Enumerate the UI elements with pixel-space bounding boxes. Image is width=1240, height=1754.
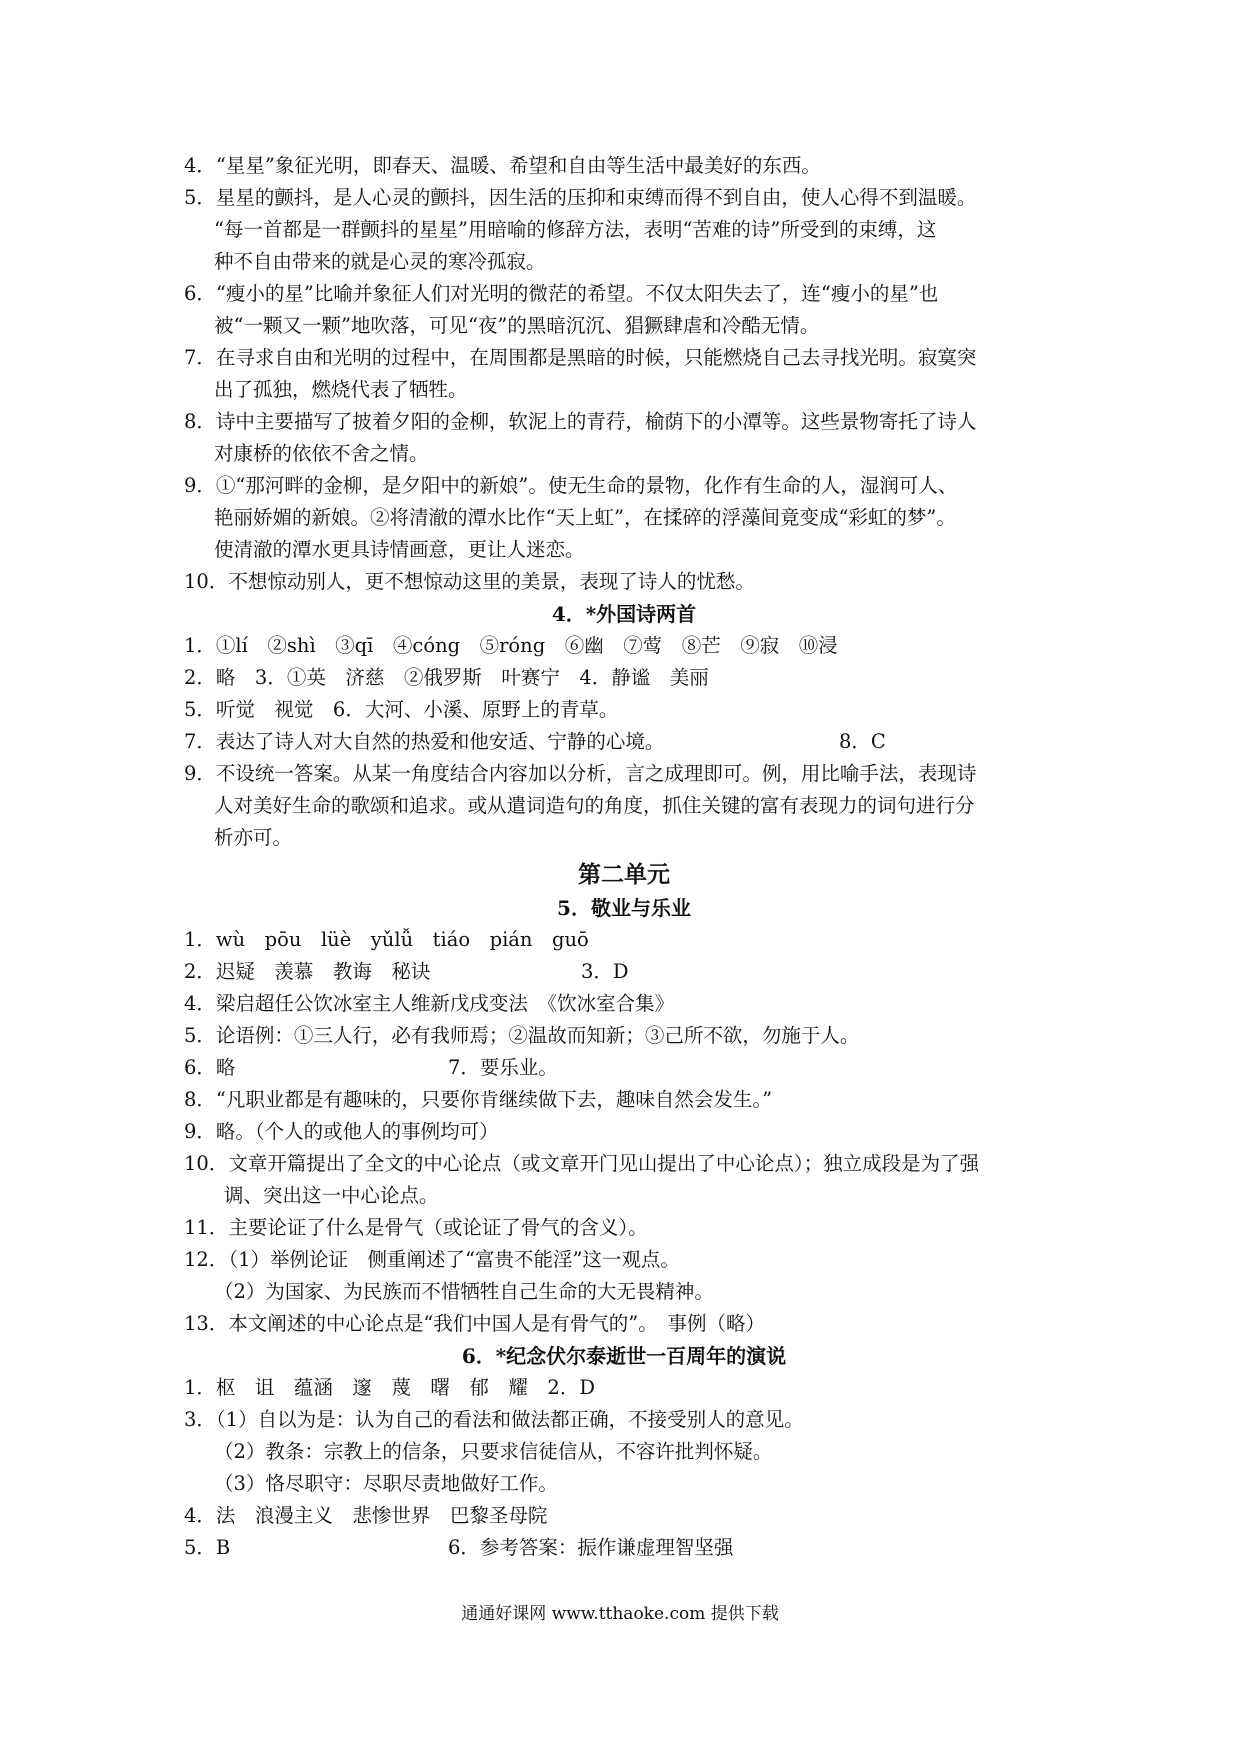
section-heading: 6．*纪念伏尔泰逝世一百周年的演说 [461,1344,787,1368]
answer-line: 12．（1）举例论证 侧重阐述了“富贵不能淫”这一观点。 [184,1248,680,1271]
answer-line: 2．略 3．①英 济慈 ②俄罗斯 叶赛宁 4．静谧 美丽 [184,666,709,689]
answer-line: 调、突出这一中心论点。 [224,1184,439,1207]
answer-line: 6．“瘦小的星”比喻并象征人们对光明的微茫的希望。不仅太阳失去了，连“瘦小的星”也 [184,282,939,305]
answer-line: 1．枢 诅 蕴涵 邃 蔑 曙 郁 耀 2．D [184,1376,595,1399]
answer-line [184,1052,1064,1084]
answer-line [184,1532,1064,1564]
answer-line: （2）教条：宗教上的信条，只要求信徒信从，不容许批判怀疑。 [214,1440,773,1463]
answer-line: 5．星星的颤抖，是人心灵的颤抖，因生活的压抑和束缚而得不到自由，使人心得不到温暖。 [184,186,977,209]
answer-line: “每一首都是一群颤抖的星星”用暗喻的修辞方法，表明“苦难的诗”所受到的束缚，这 [214,218,937,241]
answer-text: 5．B [184,1536,231,1559]
answer-line: 9．略。（个人的或他人的事例均可） [184,1120,499,1143]
answer-text: 8．C [839,730,886,753]
answer-text: 6．参考答案：振作谦虚理智坚强 [448,1536,734,1559]
answer-line: 3．（1）自以为是：认为自己的看法和做法都正确，不接受别人的意见。 [184,1408,804,1431]
answer-line: 13．本文阐述的中心论点是“我们中国人是有骨气的”。 事例（略） [184,1312,766,1335]
answer-line: 4．梁启超任公饮冰室主人维新戊戌变法 《饮冰室合集》 [184,992,675,1015]
section-heading: 4．*外国诗两首 [551,602,697,626]
answer-line: 1．①lí ②shì ③qī ④cóng ⑤róng ⑥幽 ⑦莺 ⑧芒 ⑨寂 ⑩浸 [184,634,838,657]
answer-text: 7．表达了诗人对大自然的热爱和他安适、宁静的心境。 [184,730,665,753]
answer-line: 7．在寻求自由和光明的过程中，在周围都是黑暗的时候，只能燃烧自己去寻找光明。寂寞突 [184,346,977,369]
answer-line: 被“一颗又一颗”地吹落，可见“夜”的黑暗沉沉、猖獗肆虐和冷酷无情。 [214,314,820,337]
answer-line: 对康桥的依依不舍之情。 [214,442,429,465]
answer-line: 10．不想惊动别人，更不想惊动这里的美景，表现了诗人的忧愁。 [184,570,755,593]
answer-line: 艳丽娇媚的新娘。②将清澈的潭水比作“天上虹”，在揉碎的浮藻间竟变成“彩虹的梦”。 [214,506,956,529]
answer-line: 9．不设统一答案。从某一角度结合内容加以分析，言之成理即可。例，用比喻手法，表现诗 [184,762,977,785]
answer-text: 3．D [581,960,629,983]
answer-line [184,956,1064,988]
answer-line: 4．法 浪漫主义 悲惨世界 巴黎圣母院 [184,1504,548,1527]
answer-line: 出了孤独，燃烧代表了牺牲。 [214,378,468,401]
answer-line: 使清澈的潭水更具诗情画意，更让人迷恋。 [214,538,585,561]
answer-line: 析亦可。 [214,826,293,849]
download-footer: 通通好课网 www.tthaoke.com 提供下载 [461,1604,779,1624]
unit-heading: 第二单元 [578,861,670,888]
answer-text: 7．要乐业。 [448,1056,558,1079]
answer-line: 种不自由带来的就是心灵的寒冷孤寂。 [214,250,546,273]
answer-line: 5．听觉 视觉 6．大河、小溪、原野上的青草。 [184,698,619,721]
answer-line [184,726,1064,758]
answer-text: 6．略 [184,1056,236,1079]
answer-line: （2）为国家、为民族而不惜牺牲自己生命的大无畏精神。 [214,1280,714,1303]
answer-text: 2．迟疑 羡慕 教诲 秘诀 [184,960,431,983]
answer-line: 人对美好生命的歌颂和追求。或从遣词造句的角度，抓住关键的富有表现力的词句进行分 [214,794,975,817]
answer-line: 10．文章开篇提出了全文的中心论点（或文章开门见山提出了中心论点）；独立成段是为了强 [184,1152,980,1175]
section-heading: 5．敬业与乐业 [557,896,691,920]
answer-line: 5．论语例：①三人行，必有我师焉；②温故而知新；③己所不欲，勿施于人。 [184,1024,860,1047]
answer-line: 11．主要论证了什么是骨气（或论证了骨气的含义）。 [184,1216,648,1239]
answer-line: 8．“凡职业都是有趣味的，只要你肯继续做下去，趣味自然会发生。” [184,1088,773,1111]
answer-line: 4．“星星”象征光明，即春天、温暖、希望和自由等生活中最美好的东西。 [184,154,821,177]
answer-line: 1．wù pōu lüè yǔlǚ tiáo pián guō [184,928,589,951]
answer-content [184,150,1064,1564]
answer-line: （3）恪尽职守：尽职尽责地做好工作。 [214,1472,558,1495]
answer-line: 8．诗中主要描写了披着夕阳的金柳，软泥上的青荇，榆荫下的小潭等。这些景物寄托了诗人 [184,410,977,433]
answer-line: 9．①“那河畔的金柳，是夕阳中的新娘”。使无生命的景物，化作有生命的人，湿润可人、 [184,474,958,497]
